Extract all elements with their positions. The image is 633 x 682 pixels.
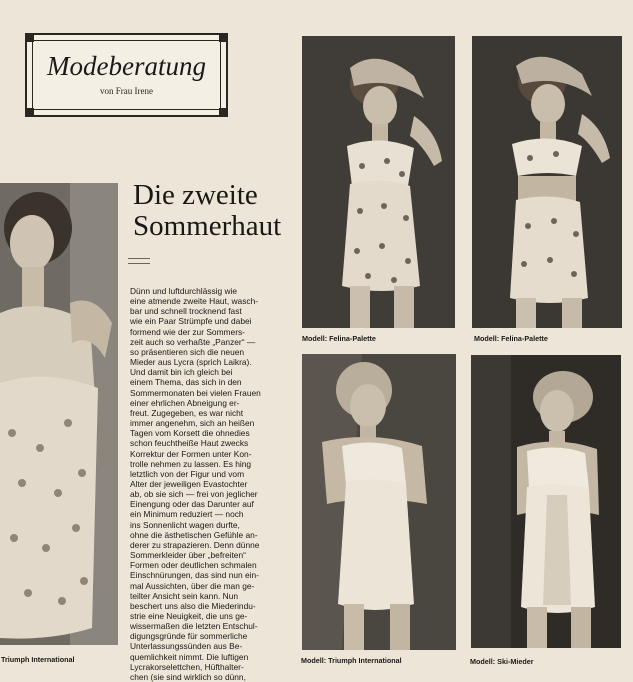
article-body-paragraph: Dünn und luftdurchlässig wie eine atmende zweite Haut, wasch- bar und schnell trocknend fast wie ein Paar Strümpfe und dabei formend wie der zur Sommers- zeit auch so verhaßte „Panzer“ — so präsentieren sich die neuen Mieder aus Lycra (sprich Laikra). Und damit bin ich gleich bei einem Thema, das sich in den Sommermonaten bei vielen Frauen einer ehrlichen Abneigung er- freut. Zugegeben, es war nicht immer angenehm, sich an heißen Tagen vom Korsett die ohnedies schon feuchtheiße Haut zwecks Korrektur der Formen unter Kon- trolle nehmen zu lassen. Es hing letztlich von der Figur und vom Alter der jeweiligen Evastochter ab, ob sie sich — frei von jeglicher Einengung oder das Darunter auf ein Minimum reduziert — noch ins Sonnenlicht wagen durfte, ohne die ästhetischen Gefühle an- derer zu strapazieren. Denn dünne Sommerkleider über „befreiten“ Formen oder deutlichen schmalen Einschnürungen, das sind nun ein- mal Aussichten, über die man ge- teilter Ansicht sein kann. Nun beschert uns also die Miederindu- strie eine Neuigkeit, die uns ge- wissermaßen die letzten Entschul- digungsgründe für sommerliche Unterlassungssünden aus Be- quemlichkeit nimmt. Die luftigen Lycrakorselettchen, Hüfthalter- chen (sie sind wirklich so dünn, — [130, 286, 261, 682]
article-title — [133, 180, 303, 242]
column-header-box — [25, 33, 228, 117]
photo-model-bottom-right — [471, 355, 621, 648]
photo-model-bottom-left — [302, 354, 456, 650]
caption-bottom-right-photo: Modell: Ski-Mieder — [470, 657, 534, 666]
caption-bottom-left-photo: Modell: Triumph International — [301, 656, 402, 665]
column-title: Modeberatung — [47, 51, 206, 81]
caption-left-photo: Triumph International — [1, 655, 75, 664]
frame-corner-ornament — [25, 33, 34, 42]
column-author: von Frau Irene — [100, 86, 153, 96]
frame-corner-ornament — [219, 108, 228, 117]
caption-top-left-photo: Modell: Felina-Palette — [302, 334, 376, 343]
separator-ornament — [128, 258, 150, 264]
caption-top-right-photo: Modell: Felina-Palette — [474, 334, 548, 343]
article-body — [130, 286, 294, 682]
article-title-line2: Sommerhaut — [133, 210, 282, 242]
article-title-line1: Die zweite — [133, 179, 258, 211]
frame-corner-ornament — [25, 108, 34, 117]
photo-model-left — [0, 183, 118, 645]
photo-model-top-right — [472, 36, 622, 328]
photo-model-top-left — [302, 36, 455, 328]
frame-corner-ornament — [219, 33, 228, 42]
